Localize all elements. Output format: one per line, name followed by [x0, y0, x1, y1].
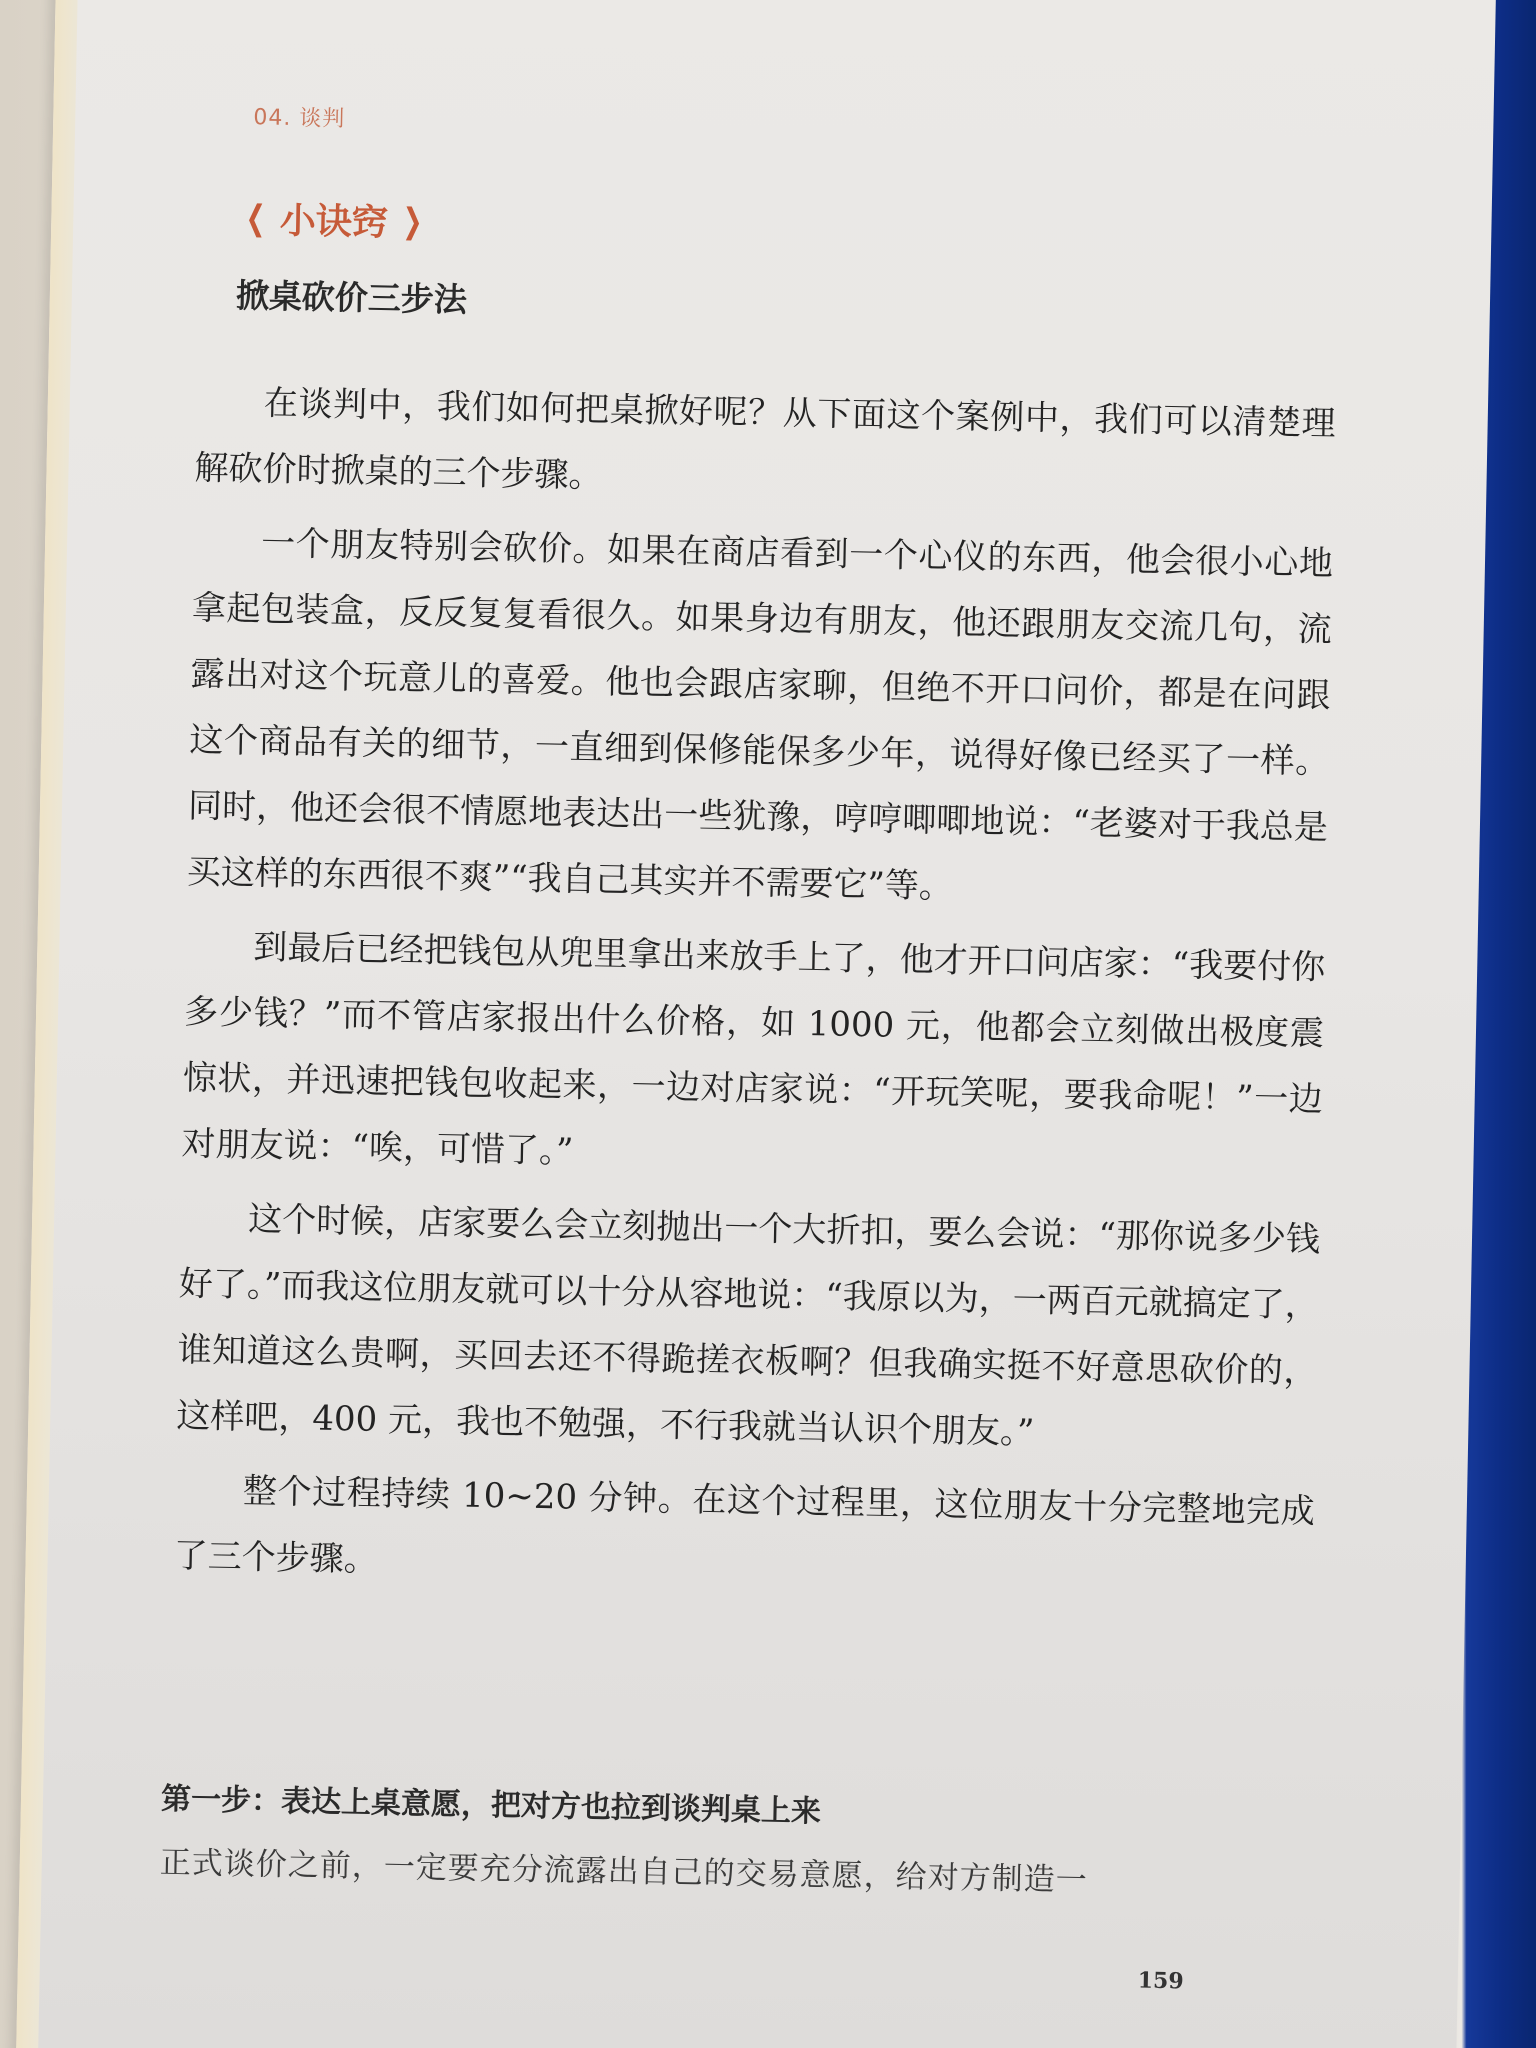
body-text	[173, 369, 1336, 1619]
chapter-header: 04. 谈判	[253, 105, 346, 132]
step-body: 正式谈价之前，一定要充分流露出自己的交易意愿，给对方制造一	[159, 1844, 1088, 1899]
chevron-right-icon: ❯	[401, 200, 423, 241]
paragraph: 在谈判中，我们如何把桌掀好呢？从下面这个案例中，我们可以清楚理解砍价时掀桌的三个步骤。	[194, 383, 1337, 496]
section-label	[241, 192, 427, 247]
book-page	[16, 0, 1496, 2048]
page-edge	[16, 0, 79, 2048]
page-number: 159	[1137, 1967, 1184, 1995]
chevron-left-icon: ❮	[245, 197, 267, 238]
paragraph: 一个朋友特别会砍价。如果在商店看到一个心仪的东西，他会很小心地拿起包装盒，反反复复看很久。如果身边有朋友，他还跟朋友交流几句，流露出对这个玩意儿的喜爱。他也会跟店家聊，但绝不开口问价，都是在问跟这个商品有关的细节，一直细到保修能保多少年，说得好像已经买了一样。同时，他还会很不情愿地表达出一些犹豫，哼哼唧唧地说：“老婆对于我总是买这样的东西很不爽”“我自己其实并不需要它”等。	[186, 523, 1334, 907]
section-subtitle: 掀桌砍价三步法	[235, 275, 468, 320]
section-label-text: 小诀窍	[279, 200, 389, 244]
step-heading: 第一步：表达上桌意愿，把对方也拉到谈判桌上来	[160, 1781, 822, 1830]
paragraph: 到最后已经把钱包从兜里拿出来放手上了，他才开口问店家：“我要付你多少钱？”而不管店家报出什么价格，如 1000 元，他都会立刻做出极度震惊状，并迅速把钱包收起来，一边对店家说：“开玩笑呢，要我命呢！”一边对朋友说：“唉，可惜了。”	[181, 927, 1326, 1172]
paragraph: 这个时候，店家要么会立刻抛出一个大折扣，要么会说：“那你说多少钱好了。”而我这位朋友就可以十分从容地说：“我原以为，一两百元就搞定了，谁知道这么贵啊，买回去还不得跪搓衣板啊？但我确实挺不好意思砍价的，这样吧，400 元，我也不勉强，不行我就当认识个朋友。”	[176, 1199, 1321, 1453]
paragraph: 整个过程持续 10~20 分钟。在这个过程里，这位朋友十分完整地完成了三个步骤。	[173, 1471, 1316, 1580]
